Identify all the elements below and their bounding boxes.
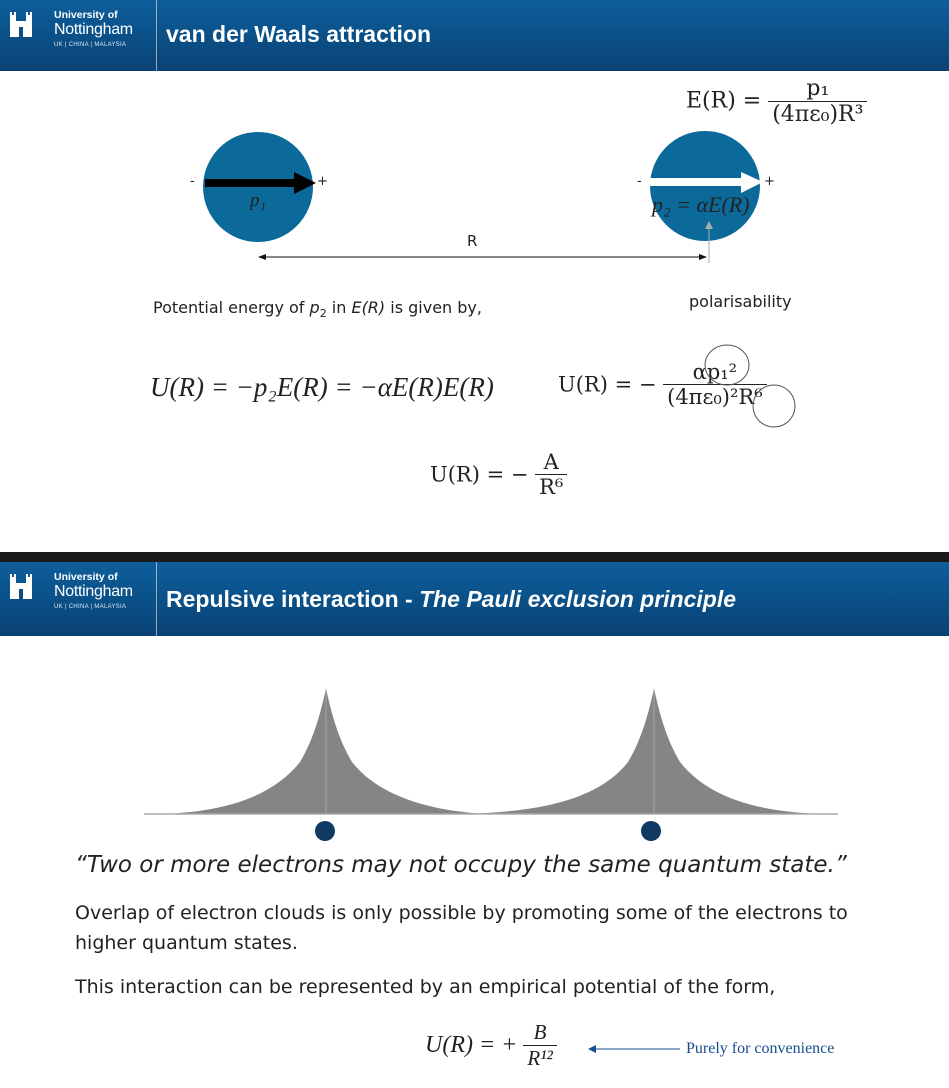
slide-header: [0, 0, 949, 71]
annotation-circles: [690, 340, 810, 435]
u-equation-1: U(R) = −p₂E(R) = −αE(R)E(R): [150, 372, 494, 402]
u-eq3-numerator: A: [543, 450, 559, 474]
empirical-paragraph: This interaction can be represented by an empirical potential of the form,: [75, 976, 776, 998]
u-eq3-lhs: U(R) = −: [430, 462, 529, 487]
pauli-quote: “Two or more electrons may not occupy the same quantum state.”: [75, 852, 847, 878]
potential-text-er: E(R): [351, 298, 386, 317]
left-minus: -: [190, 174, 195, 189]
left-nucleus: [315, 821, 335, 841]
header-divider: [156, 562, 157, 636]
field-eq-denominator: (4πε₀)R³: [768, 101, 867, 127]
distance-label: R: [467, 232, 478, 250]
rep-eq-lhs: U(R) = +: [425, 1032, 518, 1058]
slide-header: [0, 562, 949, 636]
u-eq3-denominator: R⁶: [535, 474, 567, 499]
left-electron-cloud: [150, 688, 490, 814]
potential-energy-text: [153, 298, 482, 320]
u-eq2-lhs: U(R) = −: [558, 372, 657, 397]
rep-eq-numerator: B: [533, 1020, 547, 1044]
potential-text-mid: in: [326, 298, 352, 317]
annotation-arrow: [586, 1042, 686, 1056]
right-minus: -: [637, 174, 642, 189]
field-eq-numerator: p₁: [806, 76, 830, 101]
right-dipole-shaft: [650, 178, 742, 186]
electron-cloud-diagram: [0, 682, 949, 847]
u-equation-3: [430, 450, 567, 499]
overlap-paragraph: Overlap of electron clouds is only possible by promoting some of the electrons to higher quantum states.: [75, 902, 848, 954]
logo-line3: UK | CHINA | MALAYSIA: [54, 604, 127, 610]
polarisability-label: polarisability: [689, 292, 792, 311]
logo-line2: Nottingham: [54, 21, 133, 38]
rep-eq-denominator: R¹²: [523, 1045, 556, 1071]
right-electron-cloud: [462, 688, 835, 814]
convenience-annotation: Purely for convenience: [686, 1040, 835, 1057]
potential-text-sub: 2: [319, 307, 327, 321]
right-atom-label: p₂ = αE(R): [652, 192, 750, 217]
university-castle-icon: [7, 571, 35, 601]
header-divider: [156, 0, 157, 71]
logo-line1: University of: [54, 571, 118, 583]
u-eq2-numerator: αp₁²: [692, 360, 738, 384]
logo-line1: University of: [54, 9, 118, 21]
logo-line2: Nottingham: [54, 583, 133, 600]
potential-text-p: p: [309, 298, 320, 317]
logo-line3: UK | CHINA | MALAYSIA: [54, 42, 127, 48]
slide-title-main: Repulsive interaction -: [166, 586, 420, 612]
slide-title: van der Waals attraction: [166, 21, 432, 47]
u-eq2-denominator: (4πε₀)²R⁶: [663, 384, 767, 409]
slide-pauli-exclusion: [0, 562, 949, 1088]
slide-title: [166, 586, 736, 613]
left-atom-label: p₁: [250, 190, 267, 211]
university-castle-icon: [7, 9, 35, 39]
left-dipole-shaft: [205, 179, 295, 187]
repulsive-equation: [425, 1020, 557, 1071]
field-eq-lhs: E(R) =: [686, 88, 762, 114]
potential-text-pre: Potential energy of: [153, 298, 310, 317]
right-plus: +: [764, 174, 775, 189]
slide-title-italic: The Pauli exclusion principle: [419, 586, 737, 612]
left-plus: +: [317, 174, 328, 189]
potential-text-post: is given by,: [385, 298, 482, 317]
slide-gap: [0, 552, 949, 562]
right-nucleus: [641, 821, 661, 841]
